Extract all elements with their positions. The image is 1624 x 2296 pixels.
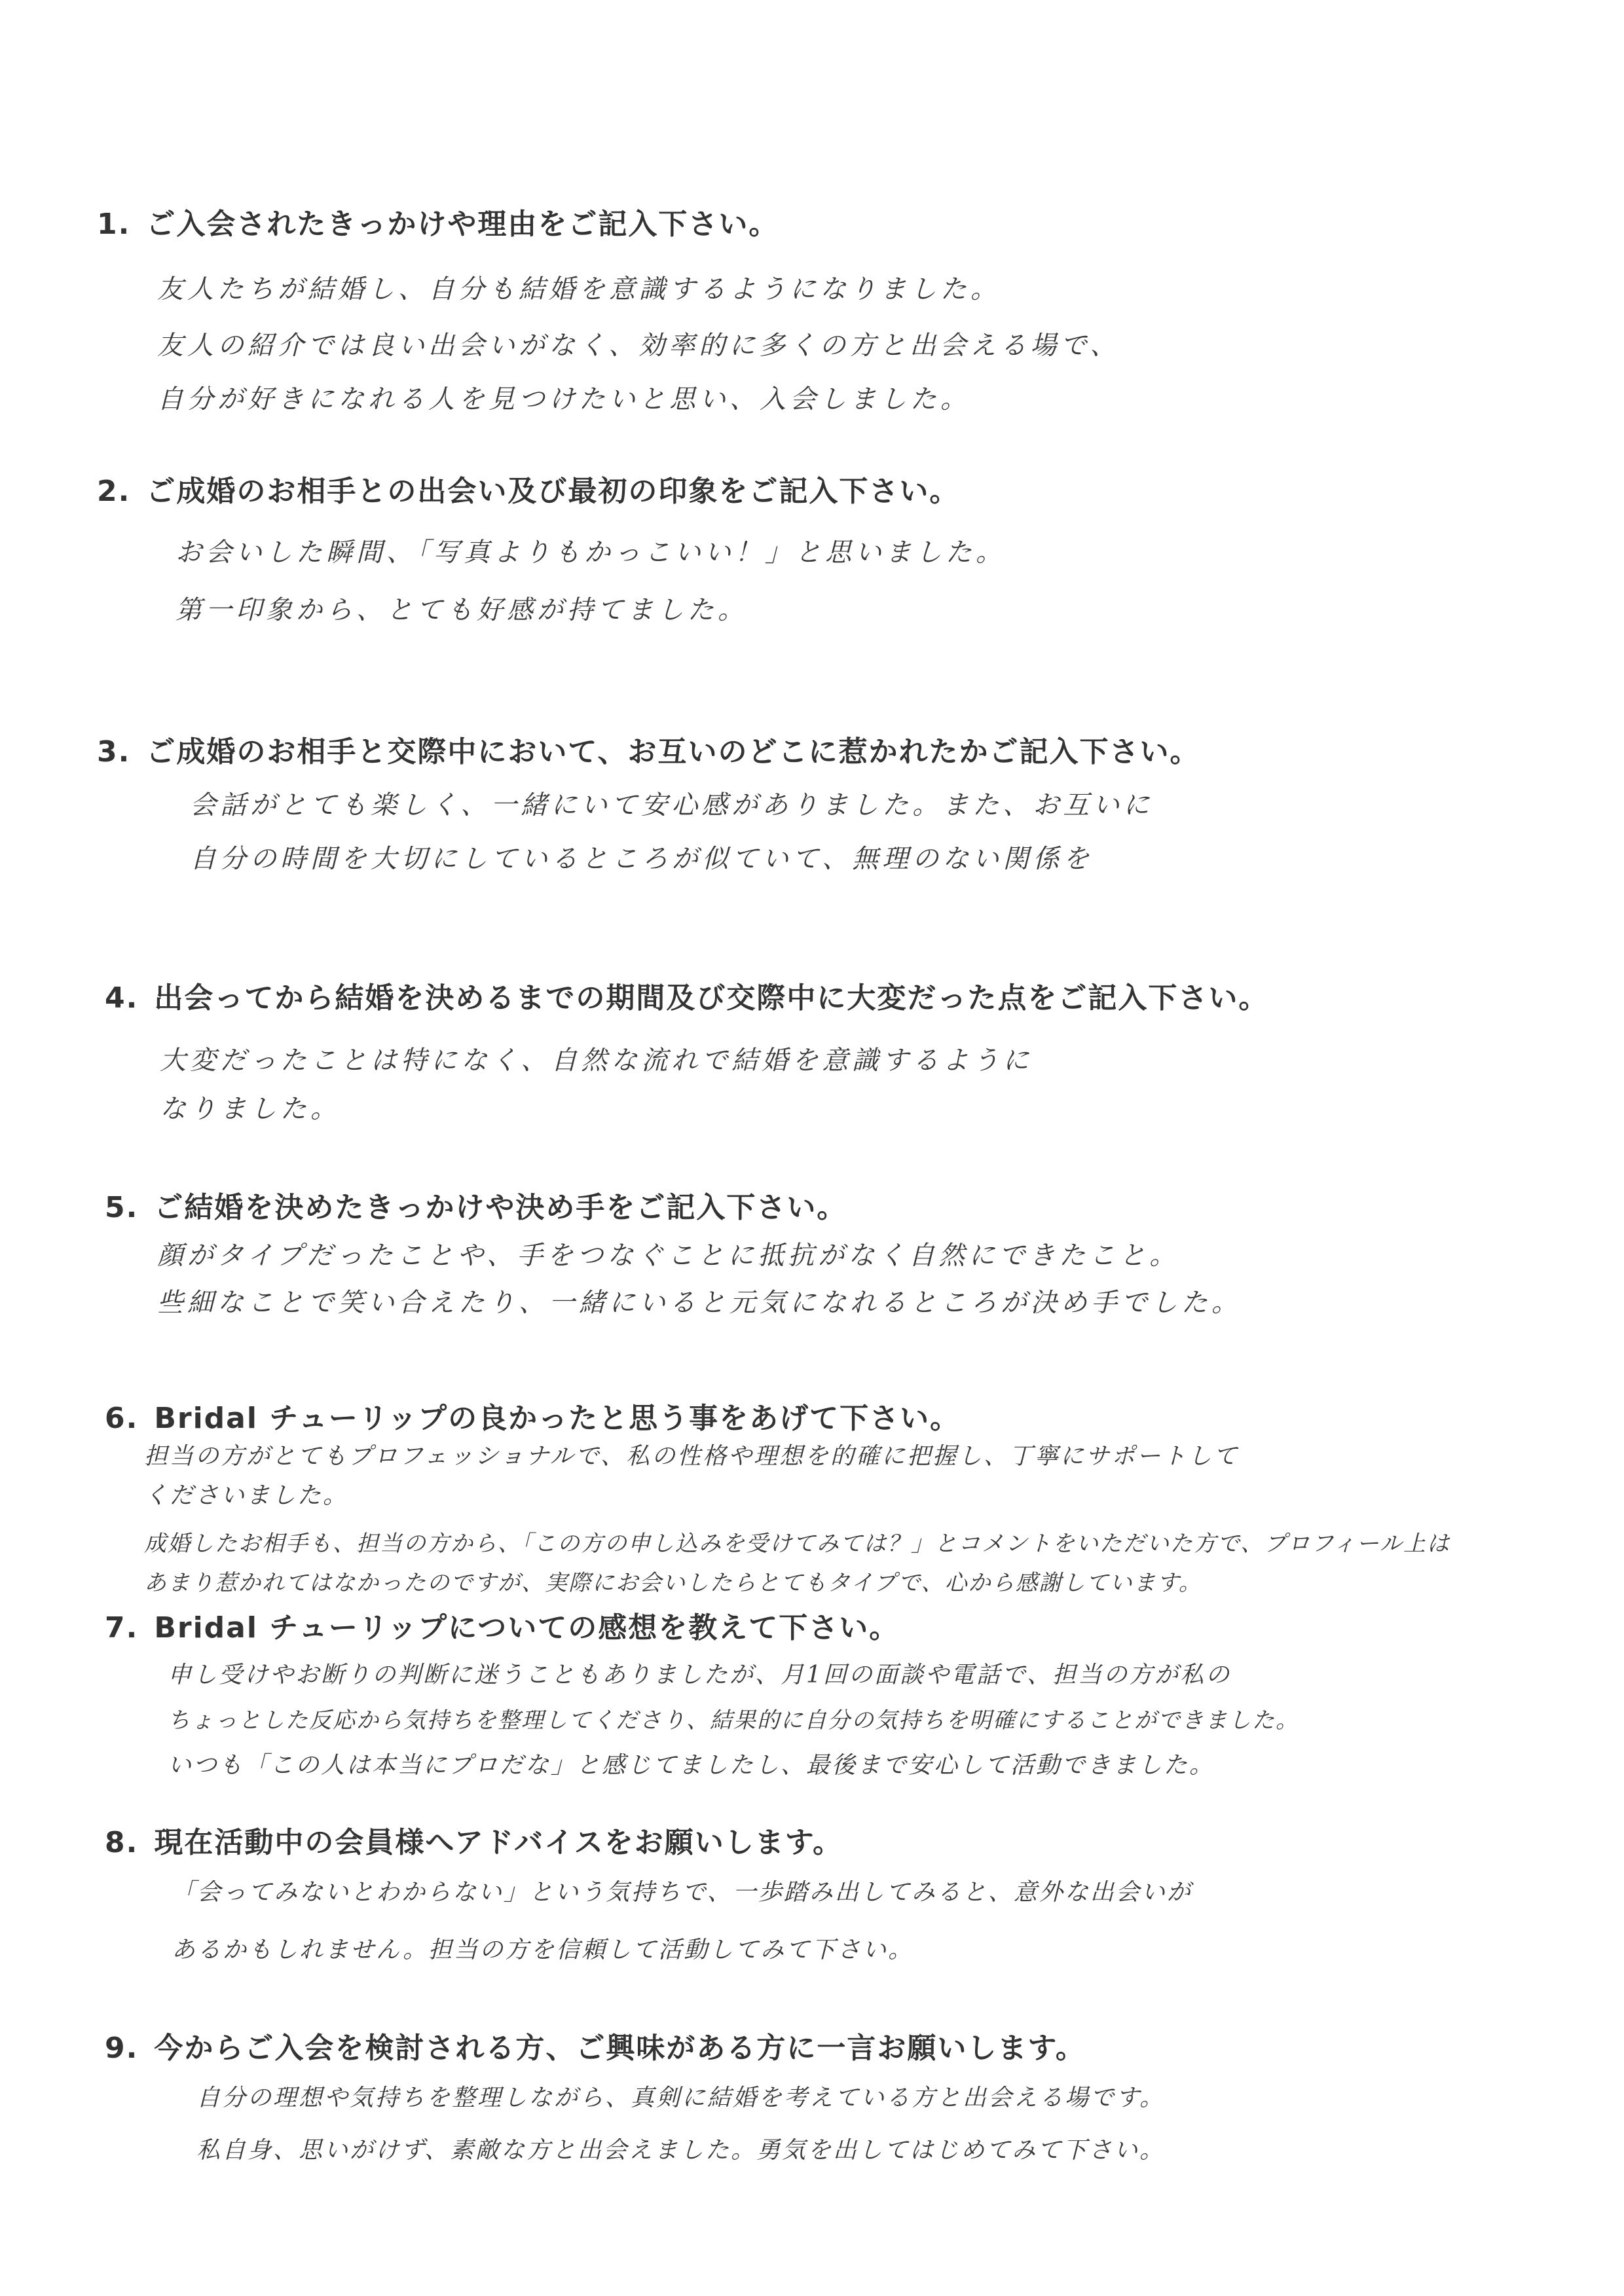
answer-7-line-2: ちょっとした反応から気持ちを整理してくださり、結果的に自分の気持ちを明確にすることができました。: [168, 1707, 1299, 1734]
answer-1-line-1: 友人たちが結婚し、自分も結婚を意識するようになりました。: [157, 274, 1001, 304]
answer-2-line-2: 第一印象から、とても好感が持てました。: [175, 595, 748, 625]
question-number: 9.: [105, 2032, 139, 2065]
question-text: Bridal チューリップについての感想を教えて下さい。: [154, 1611, 900, 1645]
answer-7-line-3: いつも「この人は本当にプロだな」と感じてましたし、最後まで安心して活動できました。: [168, 1752, 1215, 1779]
question-number: 1.: [97, 208, 131, 241]
question-number: 3.: [97, 735, 131, 769]
question-5: [105, 1184, 847, 1226]
question-7: [105, 1604, 899, 1646]
answer-5-line-1: 顔がタイプだったことや、手をつなぐことに抵抗がなく自然にできたこと。: [157, 1241, 1180, 1271]
question-text: ご成婚のお相手との出会い及び最初の印象をご記入下さい。: [146, 475, 960, 508]
question-number: 7.: [105, 1611, 139, 1645]
answer-9-line-1: 自分の理想や気持ちを整理しながら、真剣に結婚を考えている方と出会える場です。: [196, 2085, 1166, 2111]
question-text: Bridal チューリップの良かったと思う事をあげて下さい。: [154, 1402, 961, 1435]
answer-3-line-2: 自分の時間を大切にしているところが似ていて、無理のない関係を: [190, 844, 1094, 874]
question-4: [105, 974, 1268, 1016]
question-text: 今からご入会を検討される方、ご興味がある方に一言お願いします。: [154, 2032, 1086, 2065]
answer-9-line-2: 私自身、思いがけず、素敵な方と出会えました。勇気を出してはじめてみて下さい。: [196, 2137, 1166, 2164]
answer-4-line-2: なりました。: [160, 1094, 341, 1124]
question-9: [105, 2024, 1086, 2066]
answer-2-line-1: お会いした瞬間、「写真よりもかっこいい！」と思いました。: [175, 538, 1006, 568]
question-8: [105, 1819, 843, 1861]
answer-6-line-2: くださいました。: [144, 1482, 349, 1509]
question-text: 現在活動中の会員様へアドバイスをお願いします。: [154, 1826, 843, 1859]
answer-6-line-1: 担当の方がとてもプロフェッショナルで、私の性格や理想を的確に把握し、丁寧にサポートして: [144, 1443, 1239, 1470]
answer-1-line-2: 友人の紹介では良い出会いがなく、効率的に多くの方と出会える場で、: [157, 331, 1120, 361]
question-number: 4.: [105, 981, 139, 1015]
question-number: 8.: [105, 1826, 139, 1859]
question-number: 5.: [105, 1191, 139, 1224]
question-2: [97, 467, 959, 509]
answer-8-line-1: 「会ってみないとわからない」という気持ちで、一歩踏み出してみると、意外な出会いが: [172, 1879, 1192, 1906]
question-text: ご入会されたきっかけや理由をご記入下さい。: [146, 208, 779, 241]
question-number: 6.: [105, 1402, 139, 1435]
answer-7-line-1: 申し受けやお断りの判断に迷うこともありましたが、月1回の面談や電話で、担当の方が私の: [168, 1662, 1232, 1688]
answer-6-line-4: あまり惹かれてはなかったのですが、実際にお会いしたらとてもタイプで、心から感謝しています。: [144, 1570, 1202, 1596]
answer-6-line-3: 成婚したお相手も、担当の方から、「この方の申し込みを受けてみては？」とコメントをいただいた方で、プロフィール上は: [144, 1531, 1450, 1557]
answer-1-line-3: 自分が好きになれる人を見つけたいと思い、入会しました。: [157, 384, 970, 414]
answer-3-line-1: 会話がとても楽しく、一緒にいて安心感がありました。また、お互いに: [190, 790, 1154, 820]
answer-5-line-2: 些細なことで笑い合えたり、一緒にいると元気になれるところが決め手でした。: [157, 1288, 1242, 1318]
question-text: ご結婚を決めたきっかけや決め手をご記入下さい。: [154, 1191, 847, 1224]
question-text: 出会ってから結婚を決めるまでの期間及び交際中に大変だった点をご記入下さい。: [154, 981, 1269, 1015]
question-1: [97, 200, 779, 242]
question-6: [105, 1394, 960, 1436]
answer-4-line-1: 大変だったことは特になく、自然な流れで結婚を意識するように: [160, 1046, 1033, 1076]
answer-8-line-2: あるかもしれません。担当の方を信頼して活動してみて下さい。: [172, 1937, 914, 1963]
question-number: 2.: [97, 475, 131, 508]
question-3: [97, 728, 1200, 770]
question-text: ご成婚のお相手と交際中において、お互いのどこに惹かれたかご記入下さい。: [146, 735, 1200, 769]
